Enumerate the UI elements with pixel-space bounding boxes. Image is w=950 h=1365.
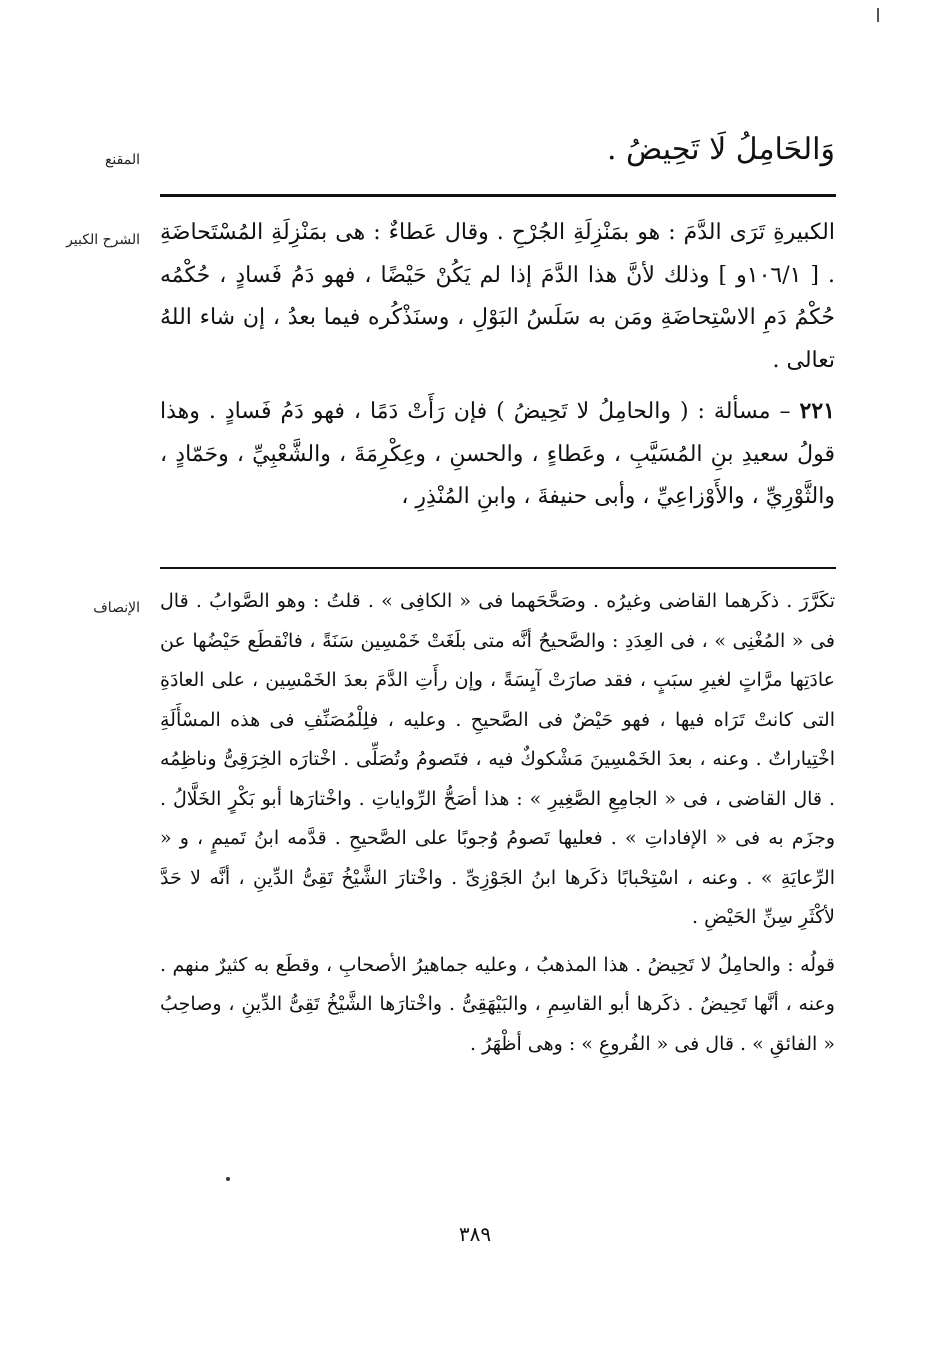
issue-number: ٢٢١ xyxy=(799,398,835,424)
sharh-paragraph-2 xyxy=(160,390,835,519)
insaf-block xyxy=(160,582,835,1064)
issue-text: – مسألة : ( والحامِلُ لا تَحِيضُ ) فإن رَأَتْ دَمًا ، فهو دَمُ فَسادٍ . وهذا قولُ سعيدِ بنِ المُسَيَّبِ ، وعَطاءٍ ، والحسنِ ، وعِكْرِمَةَ ، والشَّعْبِيِّ ، وحَمّادٍ ، والثَّوْرِيِّ ، والأَوْزاعِيِّ ، وأبى حنيفةَ ، وابنِ المُنْذِرِ ، xyxy=(160,399,835,509)
sharh-block xyxy=(160,212,835,519)
label-muqni: المقنع xyxy=(104,152,140,168)
label-insaf: الإنصاف xyxy=(93,600,140,616)
ink-dot xyxy=(226,1177,230,1181)
page-number: ٣٨٩ xyxy=(458,1222,492,1246)
divider-middle xyxy=(160,567,836,569)
divider-top xyxy=(160,194,836,197)
insaf-paragraph-1: تكَرَّرَ . ذكَرهما القاضى وغيرُه . وصَحَّحَهما فى « الكافِى » . قلتُ : وهو الصَّوابُ . قال فى « المُغْنِى » ، فى العِدَدِ : والصَّحيحُ أنَّه متى بلَغَتْ خَمْسِين سَنَةً ، فانْقطَع حَيْضُها عن عادَتِها مرَّاتٍ لغيرِ سبَبٍ ، فقد صارَتْ آيِسَةً ، وإن رأَتِ الدَّمَ بعدَ الخَمْسِين ، على العادَةِ التى كانتْ تَرَاه فيها ، فهو حَيْضٌ فى الصَّحيحِ . وعليه ، فلِلْمُصَنِّفِ فى هذه المسْأَلَةِ اخْتِياراتٌ . وعنه ، بعدَ الخَمْسِينَ مَشْكوكٌ فيه ، فتَصومُ وتُصَلِّى . اخْتارَه الخِرَقِىُّ وناظِمُه . قال القاضى ، فى « الجامِعِ الصَّغِيرِ » : هذا أصَحُّ الرِّواياتِ . واخْتارَها أبو بَكْرٍ الخَلَّالُ . وجزَم به فى « الإفاداتِ » . فعليها تَصومُ وُجوبًا على الصَّحيحِ . قدَّمه ابنُ تَميمٍ ، و « الرِّعايَةِ » . وعنه ، اسْتِحْبابًا ذكَرها ابنُ الجَوْزِىِّ . واخْتارَ الشَّيْخُ تَقِىُّ الدِّينِ ، أنَّه لا حَدَّ لأكْثَرِ سِنِّ الحَيْضِ . xyxy=(160,590,835,928)
insaf-paragraph-2: قولُه : والحامِلُ لا تَحِيضُ . هذا المذهبُ ، وعليه جماهيرُ الأصحابِ ، وقطَع به كثيرٌ منهم . وعنه ، أنَّها تَحِيضُ . ذكَرها أبو القاسِمِ ، والبَيْهَقِىُّ . واخْتارَها الشَّيْخُ تَقِىُّ الدِّينِ ، وصاحِبُ « الفائقِ » . قال فى « الفُروعِ » : وهى أظْهَرُ . xyxy=(160,953,835,1055)
sharh-paragraph-1: الكبيرةِ تَرَى الدَّمَ : هو بمَنْزِلَةِ الجُرْحِ . وقال عَطاءٌ : هى بمَنْزِلَةِ المُسْتَحاضَةِ . [ ١٠٦/١و ] وذلك لأنَّ هذا الدَّمَ إذا لم يَكُنْ حَيْضًا ، فهو دَمُ فَسادٍ ، حُكْمُه حُكْمُ دَمِ الاسْتِحاضَةِ ومَن به سَلَسُ البَوْلِ ، وسنَذْكُره فيما بعدُ ، إن شاء اللهُ تعالى . xyxy=(160,220,836,373)
margin-mark xyxy=(877,8,879,22)
muqni-text: وَالحَامِلُ لَا تَحِيضُ . xyxy=(606,132,835,167)
label-sharh: الشرح الكبير xyxy=(66,232,140,248)
